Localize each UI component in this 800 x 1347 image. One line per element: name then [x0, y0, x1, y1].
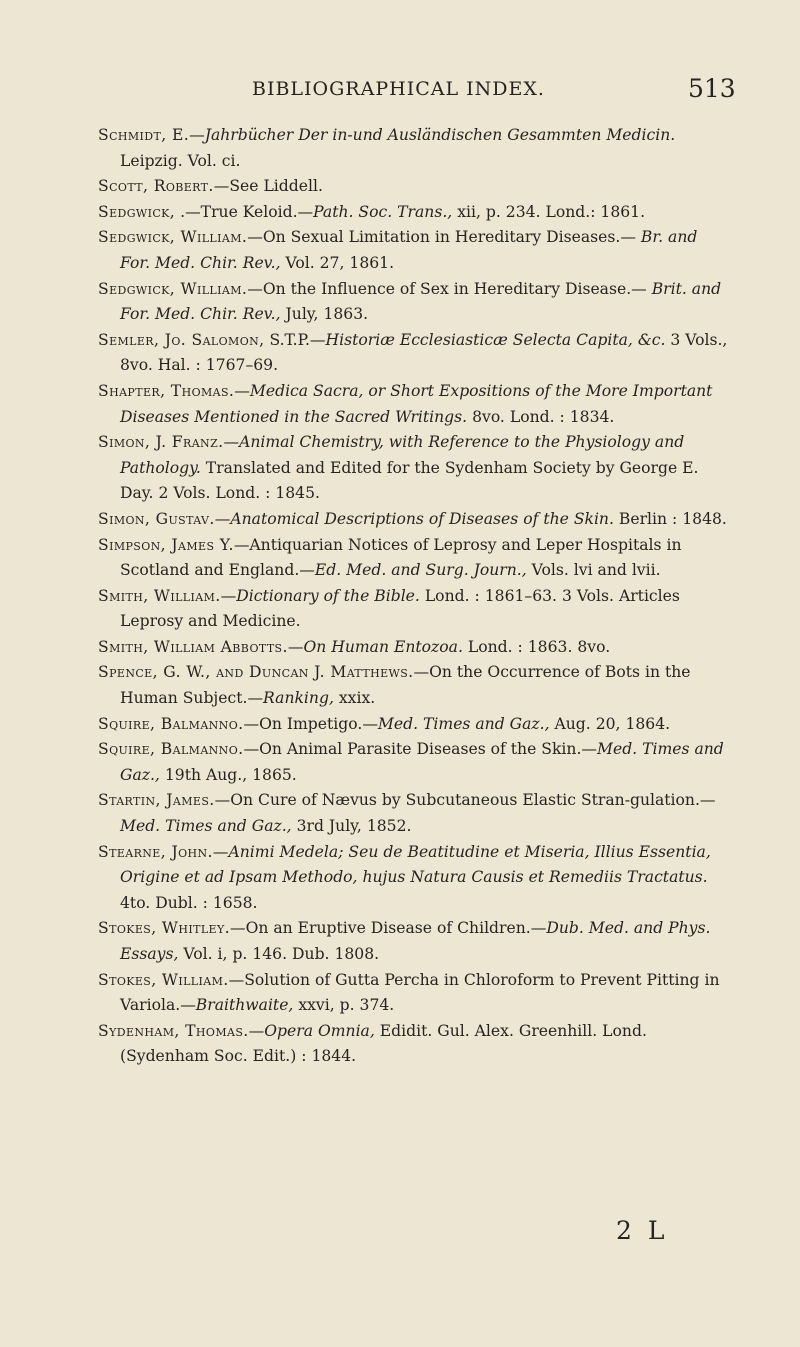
entry-author: Stearne, John. — [98, 842, 213, 861]
bibliography-entry — [98, 840, 730, 917]
entry-text: — — [234, 381, 250, 400]
bibliography-entry — [98, 635, 730, 661]
entry-author: Squire, Balmanno. — [98, 714, 244, 733]
entry-details: Berlin : 1848. — [613, 509, 727, 528]
entry-text: —On an Eruptive Disease of Children.— — [230, 919, 547, 938]
entry-title: Med. Times and Gaz., — [120, 740, 724, 784]
entry-details: Lond. : 1861–63. 3 Vols. Articles Leprosy and Medicine. — [120, 586, 680, 631]
entry-title: Dub. Med. and Phys. Essays, — [120, 919, 711, 963]
entry-text: S.T.P.— — [264, 330, 326, 349]
entry-author: Stokes, Whitley. — [98, 919, 230, 938]
running-header — [0, 74, 800, 108]
entry-title: Med. Times and Gaz., — [120, 817, 292, 836]
entry-text: —See Liddell. — [213, 177, 323, 196]
entry-text: —Antiquarian Notices of Leprosy and Leper Hospitals in Scotland and England.— — [120, 535, 682, 580]
entry-title: Animi Medela; Seu de Beatitudine et Miseria, Illius Essentia, Origine et ad Ipsam Methodo, hujus Natura Causis et Remediis Tractatus. — [120, 842, 711, 887]
entry-author: Semler, Jo. Salomon, — [98, 330, 265, 349]
entry-text: —On Cure of Nævus by Subcutaneous Elastic Stran-gulation.— — [214, 791, 716, 810]
entry-text: —On Animal Parasite Diseases of the Skin.— — [243, 740, 597, 759]
entry-title: Med. Times and Gaz., — [377, 714, 550, 733]
bibliography-entry — [98, 328, 730, 379]
bibliography-entry — [98, 174, 730, 200]
entry-details: July, 1863. — [280, 305, 369, 324]
entry-text: — — [287, 637, 304, 656]
entry-author: Spence, G. W., and Duncan J. Matthews. — [98, 663, 414, 682]
entry-author: Simon, J. Franz. — [98, 433, 224, 452]
printer-signature-mark: 2 L — [616, 1216, 669, 1245]
entry-title: Ed. Med. and Surg. Journ., — [314, 561, 527, 580]
bibliography-entry — [98, 200, 730, 226]
entry-details: xii, p. 234. Lond.: 1861. — [452, 202, 646, 221]
entry-author: Squire, Balmanno. — [98, 740, 244, 759]
bibliography-entry — [98, 1019, 730, 1070]
entry-details: 19th Aug., 1865. — [159, 765, 297, 784]
entry-author: Startin, James. — [98, 791, 215, 810]
bibliography-entry — [98, 712, 730, 738]
entry-author: Scott, Robert. — [98, 177, 214, 196]
bibliography-entry — [98, 788, 730, 839]
bibliography-entry — [98, 737, 730, 788]
entry-details: Translated and Edited for the Sydenham Society by George E. Day. 2 Vols. Lond. : 1845. — [120, 458, 699, 503]
bibliography-entry — [98, 660, 730, 711]
entry-author: Sedgwick, William. — [98, 228, 248, 247]
entry-title: Br. and For. Med. Chir. Rev., — [120, 228, 698, 272]
entry-author: Stokes, William. — [98, 970, 229, 989]
entry-author: Sedgwick, William. — [98, 279, 248, 298]
bibliography-entry — [98, 584, 730, 635]
entry-title: Ranking, — [263, 689, 334, 708]
entry-title: Historiæ Ecclesiasticæ Selecta Capita, &c. — [325, 330, 666, 349]
entry-author: Smith, William Abbotts. — [98, 637, 288, 656]
entry-title: Animal Chemistry, with Reference to the Physiology and Pathology. — [120, 433, 685, 477]
entry-author: Smith, William. — [98, 586, 221, 605]
bibliography-entry — [98, 225, 730, 276]
entry-text: .—True Keloid.— — [175, 202, 314, 221]
entry-details: 3rd July, 1852. — [291, 817, 412, 836]
entry-title: Path. Soc. Trans., — [313, 202, 453, 221]
entry-title: Opera Omnia, — [264, 1021, 375, 1040]
entry-details: 8vo. Lond. : 1834. — [467, 407, 615, 426]
entry-author: Sedgwick, — [98, 202, 176, 221]
entry-text: — — [248, 1021, 265, 1040]
entry-text: —On Impetigo.— — [243, 714, 378, 733]
entry-text: — — [220, 586, 237, 605]
entry-text: — — [214, 509, 231, 528]
bibliography-entry — [98, 533, 730, 584]
entry-details: 4to. Dubl. : 1658. — [120, 893, 258, 912]
bibliography-entry — [98, 916, 730, 967]
entry-details: Aug. 20, 1864. — [549, 714, 671, 733]
entry-text: —On the Influence of Sex in Hereditary Disease.— — [247, 279, 652, 298]
entry-text: — — [223, 433, 240, 452]
entry-author: Schmidt, E. — [98, 126, 190, 144]
entry-author: Simon, Gustav. — [98, 509, 215, 528]
entry-author: Sydenham, Thomas. — [98, 1021, 249, 1040]
entry-text: —On the Occurrence of Bots in the Human Subject.— — [120, 663, 691, 708]
entry-details: Leipzig. Vol. ci. — [120, 151, 241, 170]
entry-details: xxix. — [333, 689, 376, 708]
entry-details: 3 Vols., 8vo. Hal. : 1767–69. — [120, 330, 728, 375]
bibliography-entry — [98, 507, 730, 533]
entry-text: —Solution of Gutta Percha in Chloroform to Prevent Pitting in Variola.— — [120, 970, 720, 1015]
entry-title: Jahrbücher Der in-und Ausländischen Gesammten Medicin. — [204, 126, 676, 144]
entry-author: Shapter, Thomas. — [98, 381, 235, 400]
bibliography-entry — [98, 277, 730, 328]
entry-author: Simpson, James Y. — [98, 535, 234, 554]
entry-title: Braithwaite, — [195, 996, 294, 1015]
entry-title: Medica Sacra, or Short Expositions of the More Important Diseases Mentioned in the Sacred Writings. — [120, 381, 713, 426]
bibliography-entries — [98, 123, 730, 1070]
bibliography-entry — [98, 430, 730, 507]
bibliography-entry — [98, 968, 730, 1019]
entry-title: Dictionary of the Bible. — [236, 586, 420, 605]
entry-text: —On Sexual Limitation in Hereditary Diseases.— — [247, 228, 641, 247]
running-head-title: BIBLIOGRAPHICAL INDEX. — [252, 78, 545, 100]
entry-details: Vol. 27, 1861. — [280, 253, 395, 272]
entry-title: On Human Entozoa. — [303, 637, 463, 656]
entry-details: xxvi, p. 374. — [293, 996, 395, 1015]
entry-text: — — [212, 842, 229, 861]
entry-text: — — [189, 126, 205, 144]
entry-details: Vol. i, p. 146. Dub. 1808. — [178, 945, 380, 963]
bibliography-entry — [98, 123, 730, 174]
page-number: 513 — [688, 74, 736, 103]
bibliography-entry — [98, 379, 730, 430]
entry-details: Vols. lvi and lvii. — [526, 561, 661, 580]
entry-details: Lond. : 1863. 8vo. — [462, 637, 611, 656]
entry-details: Edidit. Gul. Alex. Greenhill. Lond. (Sydenham Soc. Edit.) : 1844. — [120, 1021, 647, 1066]
entry-title: Brit. and For. Med. Chir. Rev., — [120, 279, 722, 324]
entry-title: Anatomical Descriptions of Diseases of the Skin. — [230, 509, 614, 528]
